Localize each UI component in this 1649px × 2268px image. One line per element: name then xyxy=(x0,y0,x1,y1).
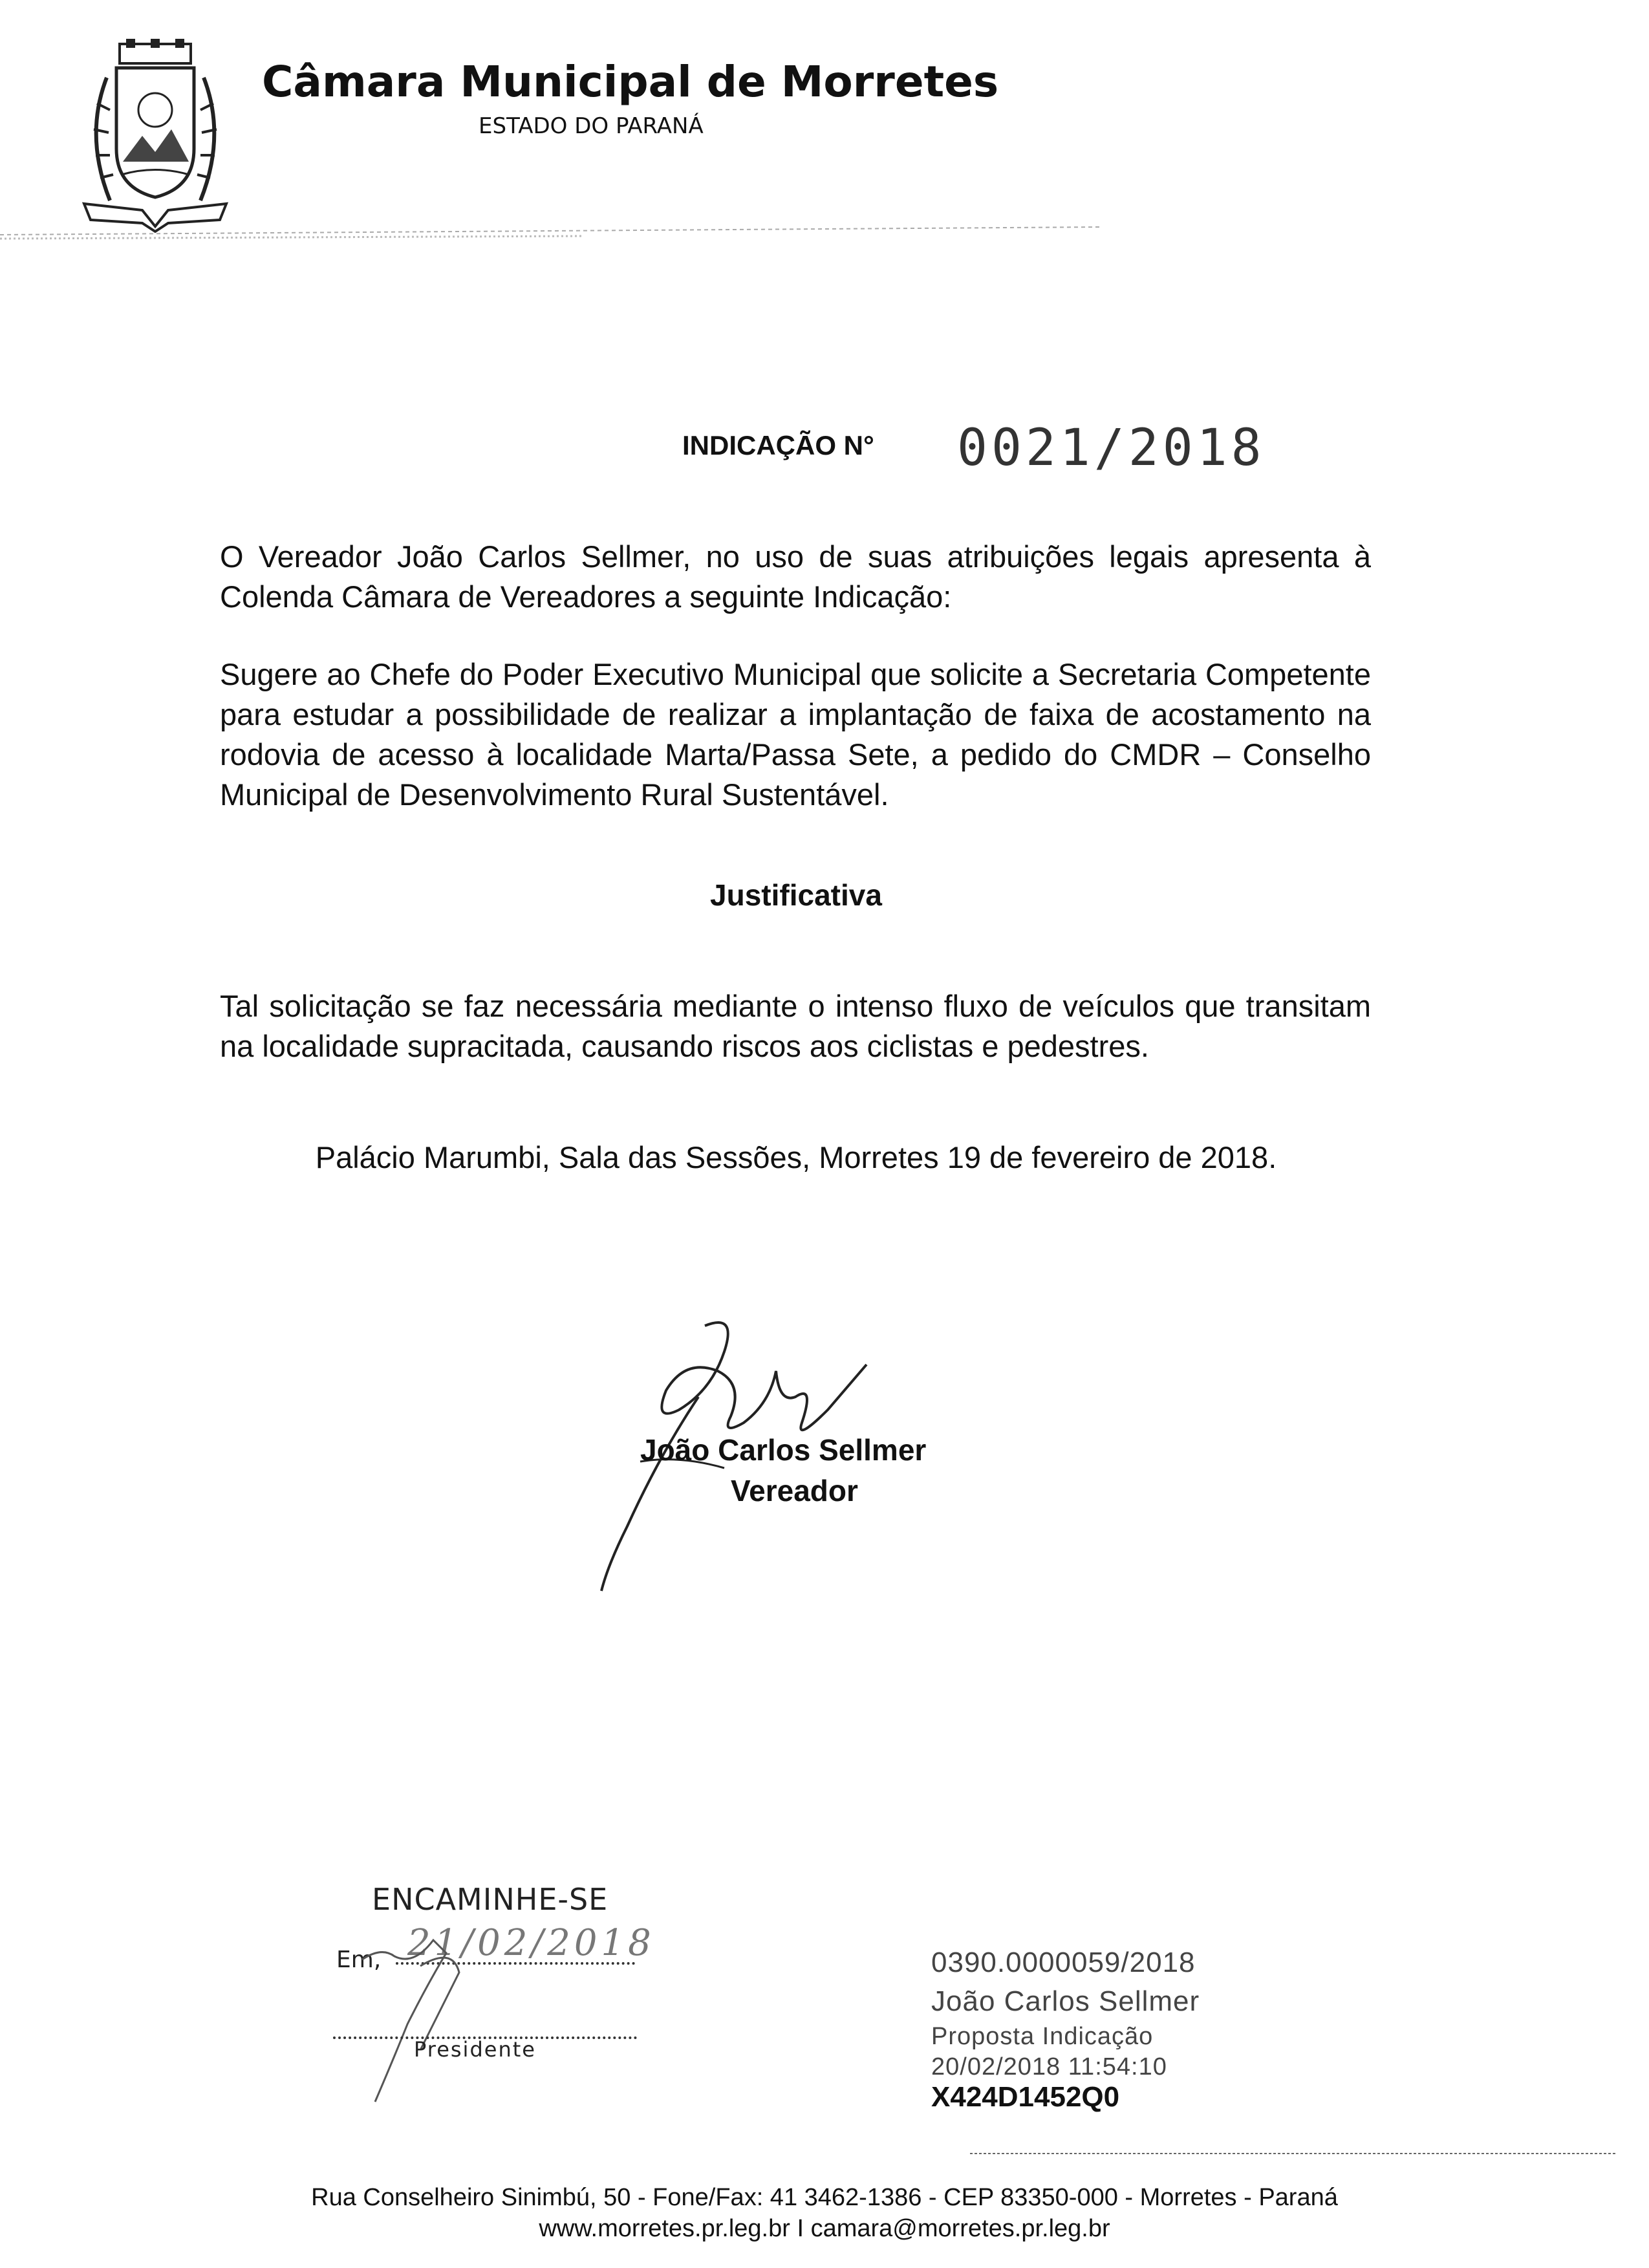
header-divider xyxy=(0,223,1099,243)
protocol-timestamp: 20/02/2018 11:54:10 xyxy=(931,2053,1167,2080)
justification-heading: Justificativa xyxy=(710,878,882,912)
footer-address: Rua Conselheiro Sinimbú, 50 - Fone/Fax: 41 3462-1386 - CEP 83350-000 - Morretes - Paraná xyxy=(311,2184,1338,2211)
protocol-code: X424D1452Q0 xyxy=(931,2081,1120,2113)
forward-stamp-date-label: Em, xyxy=(336,1947,382,1973)
protocol-author: João Carlos Sellmer xyxy=(931,1985,1200,2017)
protocol-type: Proposta Indicação xyxy=(931,2023,1154,2050)
footer-contact: www.morretes.pr.leg.br I camara@morretes.pr.leg.br xyxy=(539,2215,1110,2242)
page-title: Câmara Municipal de Morretes xyxy=(262,57,999,107)
paragraph-intro: O Vereador João Carlos Sellmer, no uso de suas atribuições legais apresenta à Colenda Câmara de Vereadores a seguinte Indicação: xyxy=(220,539,1371,614)
page-subtitle: ESTADO DO PARANÁ xyxy=(479,113,704,139)
signatory-role: Vereador xyxy=(731,1474,858,1507)
president-signature xyxy=(323,1927,595,2108)
indicacao-label: INDICAÇÃO N° xyxy=(682,430,874,460)
forward-stamp-date: 21/02/2018 xyxy=(407,1922,655,1964)
closing-line: Palácio Marumbi, Sala das Sessões, Morretes 19 de fevereiro de 2018. xyxy=(315,1140,1277,1174)
signatory-name: João Carlos Sellmer xyxy=(640,1433,927,1467)
forward-stamp-title: ENCAMINHE-SE xyxy=(372,1882,609,1917)
coat-of-arms-icon xyxy=(71,39,239,233)
paragraph-suggestion: Sugere ao Chefe do Poder Executivo Municipal que solicite a Secretaria Competente para estudar a possibilidade de realizar a implantação de faixa de acostamento na rodovia de acesso à localidade Marta/Passa Sete, a pedido do CMDR – Conselho Municipal de Desenvolvimento Rural Sustentável. xyxy=(220,657,1371,812)
indicacao-number: 0021/2018 xyxy=(957,419,1266,477)
paragraph-justification: Tal solicitação se faz necessária mediante o intenso fluxo de veículos que transitam na localidade supracitada, causando riscos aos ciclistas e pedestres. xyxy=(220,989,1371,1063)
protocol-number: 0390.0000059/2018 xyxy=(931,1947,1196,1978)
forward-stamp-presidente: Presidente xyxy=(414,2037,536,2062)
footer-divider xyxy=(970,2147,1617,2160)
